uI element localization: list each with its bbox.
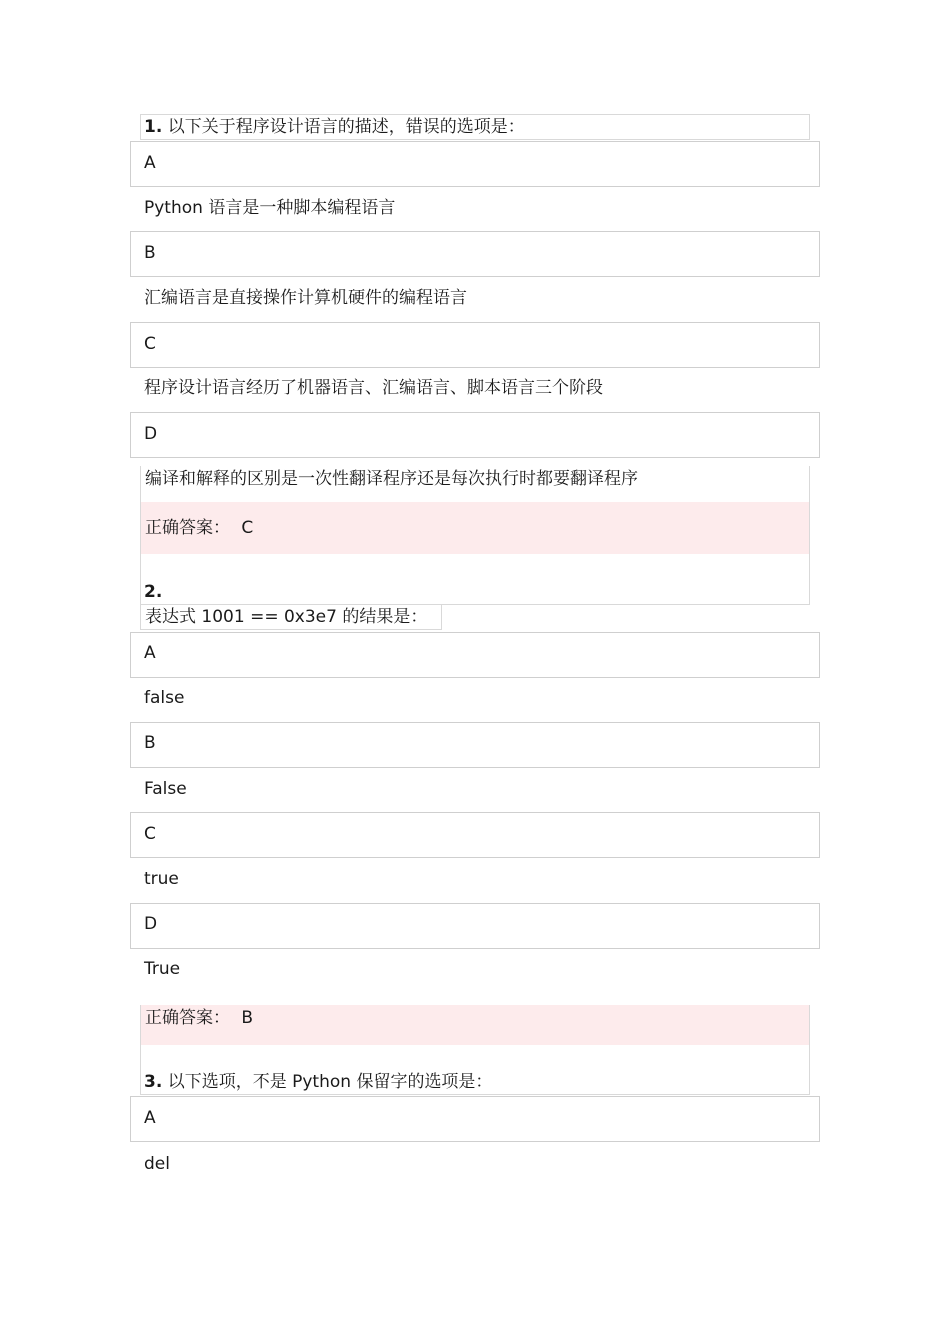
question-2-option-a-box[interactable] <box>130 632 820 678</box>
question-3-title <box>144 1072 492 1092</box>
question-2-option-c-text: true <box>144 869 179 889</box>
question-2-answer-label: 正确答案： <box>145 1008 230 1028</box>
question-2-option-b-box[interactable] <box>130 722 820 768</box>
question-2-number: 2. <box>144 582 163 602</box>
question-1-option-a-box[interactable] <box>130 141 820 187</box>
question-2-correct-answer <box>145 1008 253 1028</box>
question-3-stem: 以下选项，不是 Python 保留字的选项是： <box>167 1072 493 1092</box>
question-1-number: 1. <box>144 117 163 137</box>
question-1-option-d-letter: D <box>144 424 158 444</box>
question-1-option-c-text: 程序设计语言经历了机器语言、汇编语言、脚本语言三个阶段 <box>144 378 603 398</box>
question-2-option-b-letter: B <box>144 733 156 753</box>
question-3-option-a-text: del <box>144 1154 170 1174</box>
question-1-answer-label: 正确答案： <box>145 518 230 538</box>
question-2-option-d-text: True <box>144 959 181 979</box>
question-3-option-a-box[interactable] <box>130 1096 820 1142</box>
question-2-option-a-letter: A <box>144 643 156 663</box>
question-2-stem: 表达式 1001 == 0x3e7 的结果是： <box>145 607 428 627</box>
question-1-title <box>144 117 525 137</box>
question-3-option-a-letter: A <box>144 1108 156 1128</box>
question-1-option-a-text: Python 语言是一种脚本编程语言 <box>144 198 396 218</box>
question-1-answer-value: C <box>241 518 254 538</box>
question-2-option-b-text: False <box>144 779 187 799</box>
question-1-option-c-box[interactable] <box>130 322 820 368</box>
question-1-option-a-letter: A <box>144 153 156 173</box>
question-2-answer-value: B <box>241 1008 254 1028</box>
question-2-option-d-letter: D <box>144 914 158 934</box>
question-1-option-b-letter: B <box>144 243 156 263</box>
question-1-correct-answer <box>145 518 253 538</box>
question-1-stem: 以下关于程序设计语言的描述，错误的选项是： <box>167 117 525 137</box>
question-2-option-a-text: false <box>144 688 185 708</box>
question-2-option-c-box[interactable] <box>130 812 820 858</box>
question-2-option-d-box[interactable] <box>130 903 820 949</box>
question-1-option-c-letter: C <box>144 334 156 354</box>
question-1-option-b-box[interactable] <box>130 231 820 277</box>
question-1-option-d-box[interactable] <box>130 412 820 458</box>
question-3-number: 3. <box>144 1072 163 1092</box>
question-1-option-b-text: 汇编语言是直接操作计算机硬件的编程语言 <box>144 288 467 308</box>
question-1-option-d-text: 编译和解释的区别是一次性翻译程序还是每次执行时都要翻译程序 <box>145 469 638 489</box>
question-2-option-c-letter: C <box>144 824 156 844</box>
